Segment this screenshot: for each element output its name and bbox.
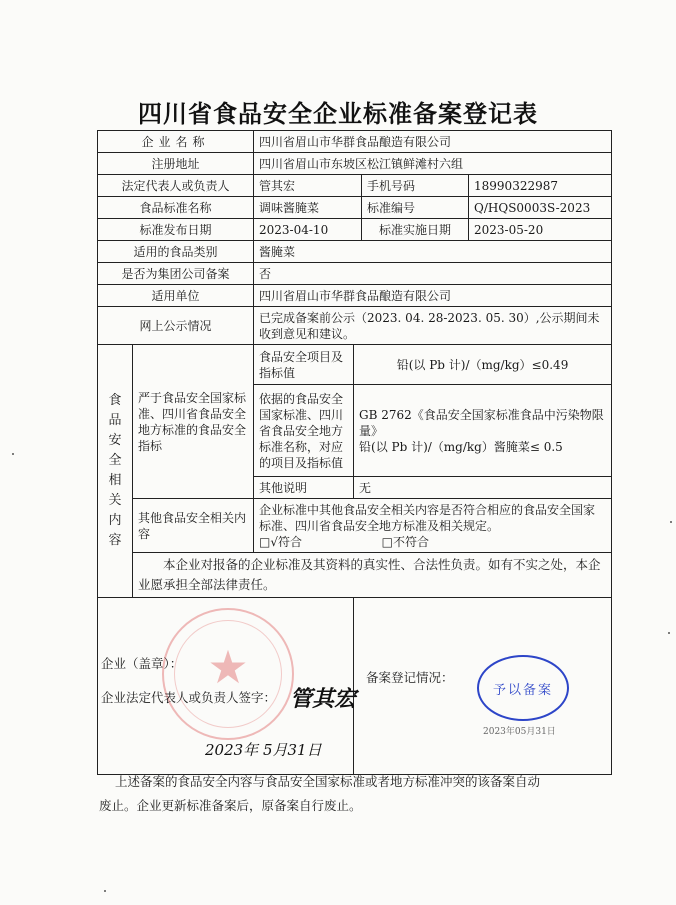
legal-rep-label: 法定代表人或负责人 xyxy=(98,175,254,197)
handwritten-signature: 管其宏 xyxy=(290,686,357,712)
nonconform-checkbox: □不符合 xyxy=(381,534,430,549)
rep-sign-label: 企业法定代表人或负责人签字： xyxy=(101,690,277,705)
std-no-value: Q/HQS0003S-2023 xyxy=(469,197,612,219)
stricter-indicator-label: 严于食品安全国家标准、四川省食品安全地方标准的食品安全指标 xyxy=(133,345,254,499)
scan-speck xyxy=(104,890,106,892)
release-date-value: 2023-04-10 xyxy=(254,219,362,241)
phone-value: 18990322987 xyxy=(469,175,612,197)
group-label: 是否为集团公司备案 xyxy=(98,263,254,285)
conform-checkbox: □√符合 xyxy=(259,534,303,549)
address-label: 注册地址 xyxy=(98,153,254,175)
enterprise-seal-label: 企业（盖章）： xyxy=(101,656,183,671)
category-label: 适用的食品类别 xyxy=(98,241,254,263)
other-note-value: 无 xyxy=(354,477,612,499)
page-title: 四川省食品安全企业标准备案登记表 xyxy=(138,100,538,128)
publicity-value: 已完成备案前公示（2023. 04. 28-2023. 05. 30）,公示期间未收到意见和建议。 xyxy=(254,307,612,345)
legal-rep-value: 管其宏 xyxy=(254,175,362,197)
other-note-label: 其他说明 xyxy=(254,477,354,499)
other-content-label: 其他食品安全相关内容 xyxy=(133,499,254,553)
basis-standard-value: GB 2762《食品安全国家标准食品中污染物限量》 铅(以 Pb 计)/（mg/kg）酱腌菜≤ 0.5 xyxy=(354,385,612,477)
footer-note: 上述备案的食品安全内容与食品安全国家标准或者地方标准冲突的该备案自动 废止。企业更新标准备案后，原备案自行废止。 xyxy=(99,774,541,813)
unit-label: 适用单位 xyxy=(98,285,254,307)
responsibility-statement: 本企业对报备的企业标准及其资料的真实性、合法性负责。如有不实之处，本企业愿承担全部法律责任。 xyxy=(133,553,612,598)
handwritten-date: 2023年 5月31日 xyxy=(205,741,322,759)
category-value: 酱腌菜 xyxy=(254,241,612,263)
safety-side-label: 食 品 安 全 相 关 内 容 xyxy=(98,345,133,598)
other-content-value: 企业标准中其他食品安全相关内容是否符合相应的食品安全国家标准、四川省食品安全地方标准及相关规定。 □√符合 □不符合 xyxy=(254,499,612,553)
safety-item-value: 铅(以 Pb 计)/（mg/kg）≤0.49 xyxy=(354,345,612,385)
std-name-value: 调味酱腌菜 xyxy=(254,197,362,219)
scan-speck xyxy=(670,521,672,523)
impl-date-value: 2023-05-20 xyxy=(469,219,612,241)
impl-date-label: 标准实施日期 xyxy=(362,219,469,241)
std-name-label: 食品标准名称 xyxy=(98,197,254,219)
publicity-label: 网上公示情况 xyxy=(98,307,254,345)
scan-speck xyxy=(668,632,670,634)
enterprise-seal-stamp: ★ xyxy=(162,608,294,740)
enterprise-name-value: 四川省眉山市华群食品酿造有限公司 xyxy=(254,131,612,153)
filing-status-label: 备案登记情况： xyxy=(366,670,454,685)
basis-standard-label: 依据的食品安全国家标准、四川省食品安全地方标准名称，对应的项目及指标值 xyxy=(254,385,354,477)
unit-value: 四川省眉山市华群食品酿造有限公司 xyxy=(254,285,612,307)
release-date-label: 标准发布日期 xyxy=(98,219,254,241)
std-no-label: 标准编号 xyxy=(362,197,469,219)
phone-label: 手机号码 xyxy=(362,175,469,197)
filing-stamp-date: 2023年05月31日 xyxy=(483,727,556,737)
safety-item-label: 食品安全项目及指标值 xyxy=(254,345,354,385)
group-value: 否 xyxy=(254,263,612,285)
enterprise-name-label: 企业名称 xyxy=(98,131,254,153)
address-value: 四川省眉山市东坡区松江镇鲜滩村六组 xyxy=(254,153,612,175)
filing-approved-stamp: 予以备案 xyxy=(477,655,569,721)
scan-speck xyxy=(12,453,14,455)
